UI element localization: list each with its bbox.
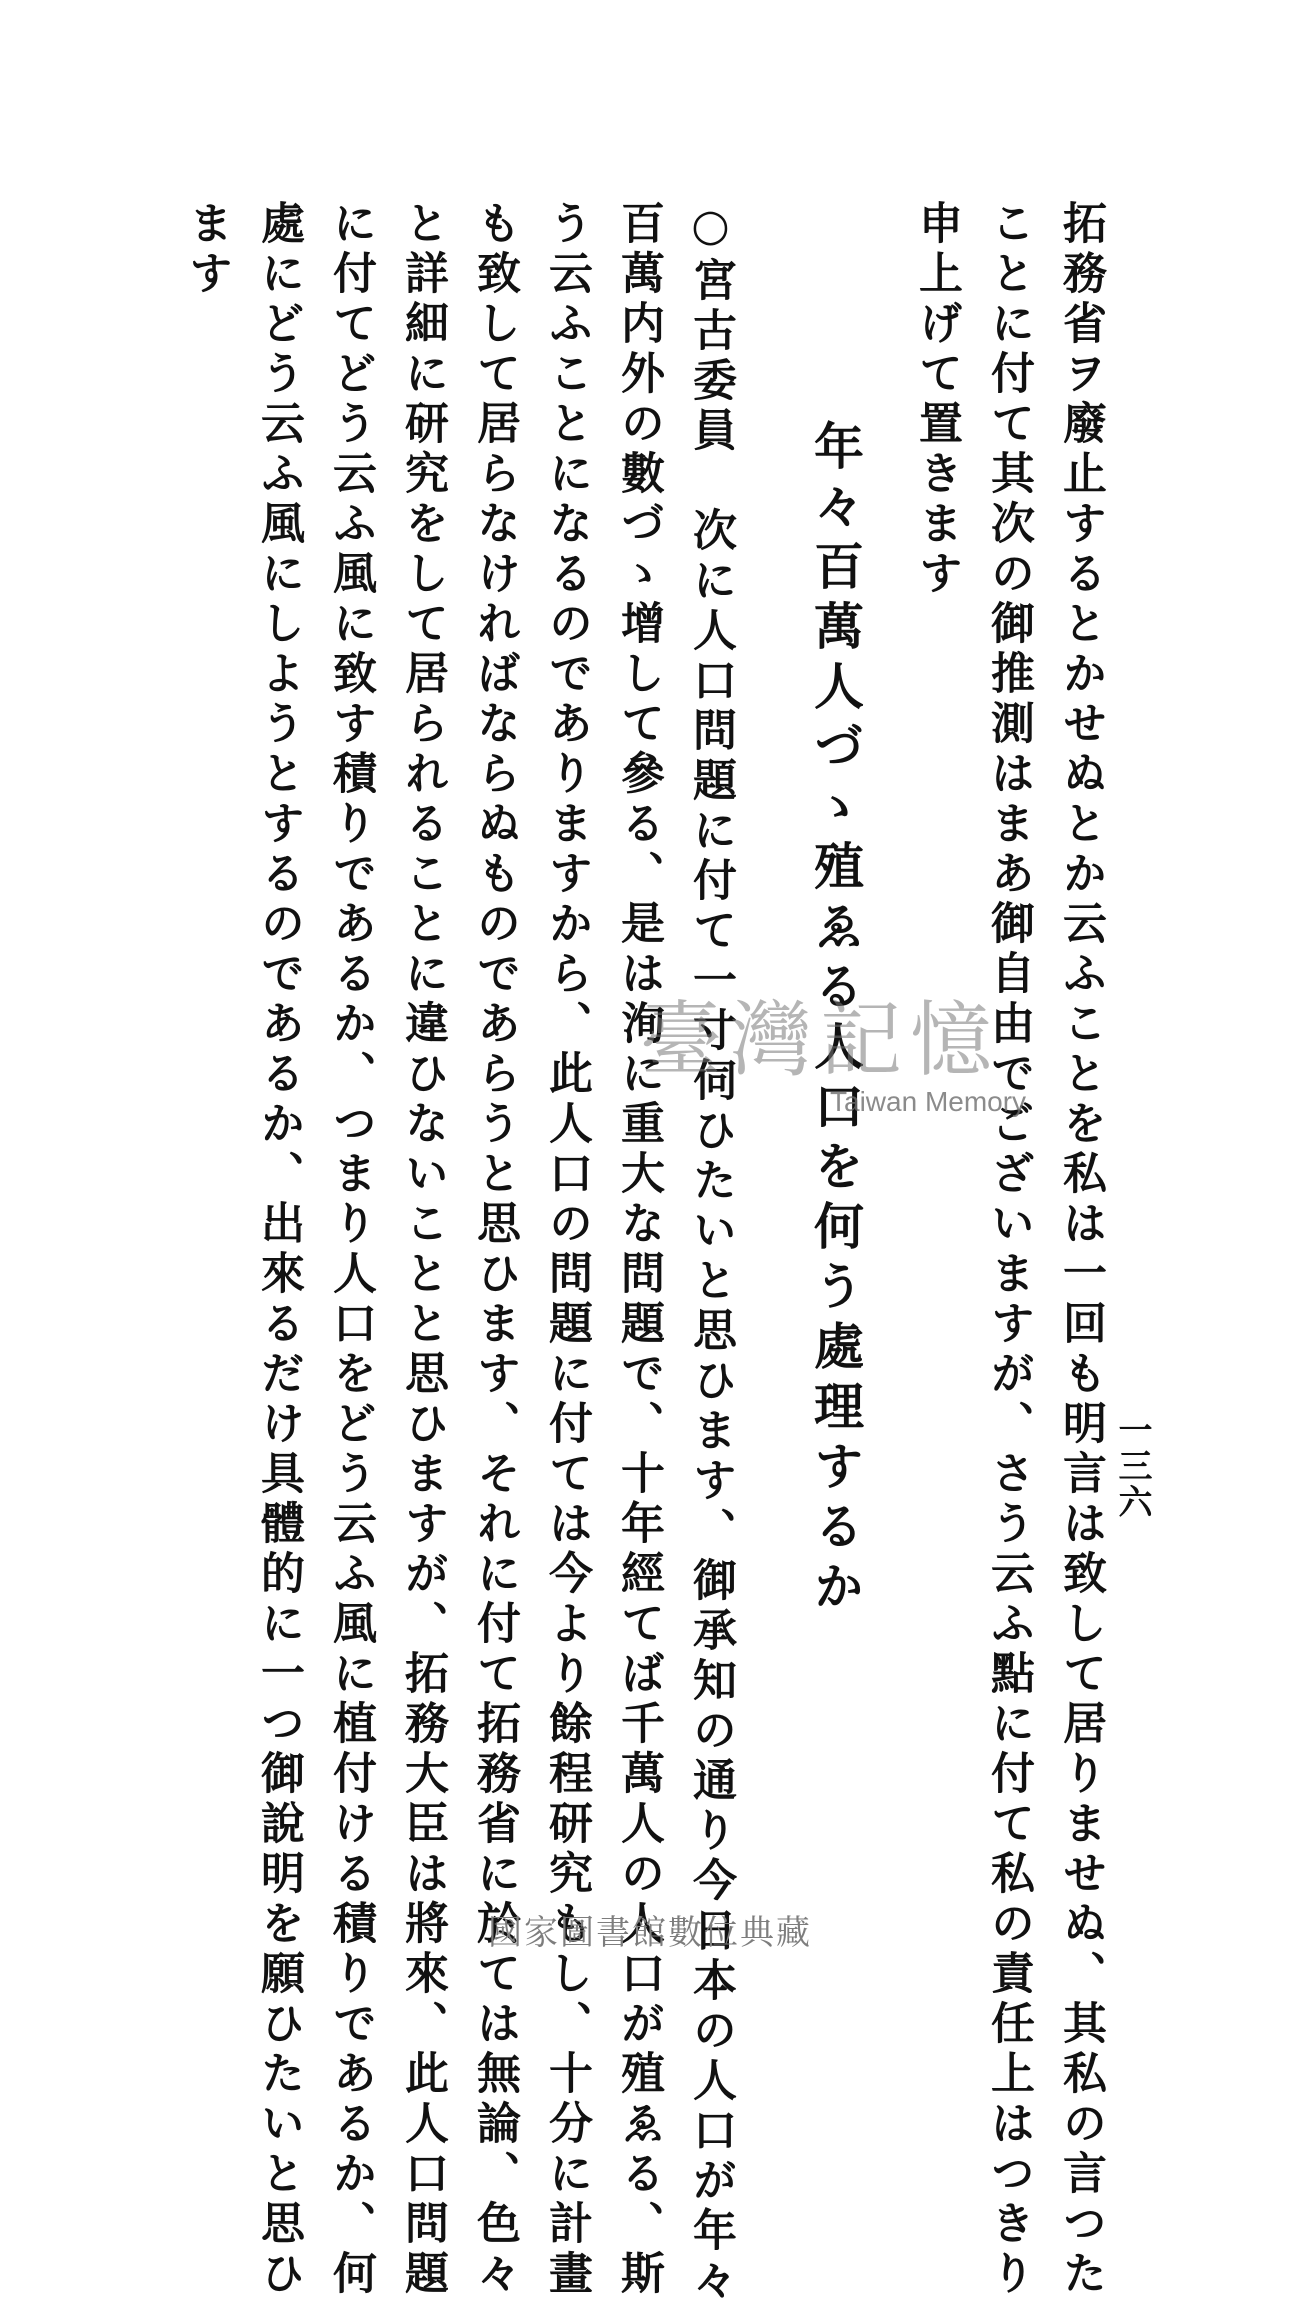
text-column: 處にどう云ふ風にしようとするのであるか、出來るだけ具體的に一つ御說明を願ひたいと思ひ xyxy=(253,200,304,2300)
text-column: う云ふことになるのでありますから、此人口の問題に付ては今より餘程研究もし、十分に計畫 xyxy=(541,200,592,2300)
text-column: に付てどう云ふ風に致す積りであるか、つまり人口をどう云ふ風に植付ける積りであるか、何 xyxy=(325,200,376,2300)
footer-text: 國家圖書館數位典藏 xyxy=(488,1913,812,1953)
text-column: と詳細に研究をして居られることに違ひないことと思ひますが、拓務大臣は將來、此人口問題 xyxy=(397,200,448,2300)
text-column: ○宮古委員 次に人口問題に付て一寸伺ひたいと思ひます、御承知の通り今日本の人口が年々 xyxy=(685,200,736,2307)
text-column: も致して居らなければならぬものであらうと思ひます、それに付て拓務省に於ては無論、色々 xyxy=(469,200,520,2300)
watermark-title: 臺灣記憶 xyxy=(640,993,1001,1088)
text-column: 申上げて置きます xyxy=(911,200,962,600)
text-column: 拓務省ヲ廢止するとかせぬとか云ふことを私は一回も明言は致して居りませぬ、其私の言つた xyxy=(1055,200,1106,2300)
watermark-subtitle: Taiwan Memory xyxy=(830,1086,1027,1117)
section-heading: 年々百萬人づゝ殖ゑる人口を何う處理するか xyxy=(806,420,865,1620)
text-column: ます xyxy=(181,200,232,300)
text-column: ことに付て其次の御推測はまあ御自由でございますが、さう云ふ點に付て私の責任上はつきり xyxy=(983,200,1034,2300)
page-number: 一三六 xyxy=(1112,1412,1152,1520)
text-column: 百萬内外の數づゝ增して參る、是は洵に重大な問題で、十年經てば千萬人の人口が殖ゑる、斯 xyxy=(613,200,664,2300)
